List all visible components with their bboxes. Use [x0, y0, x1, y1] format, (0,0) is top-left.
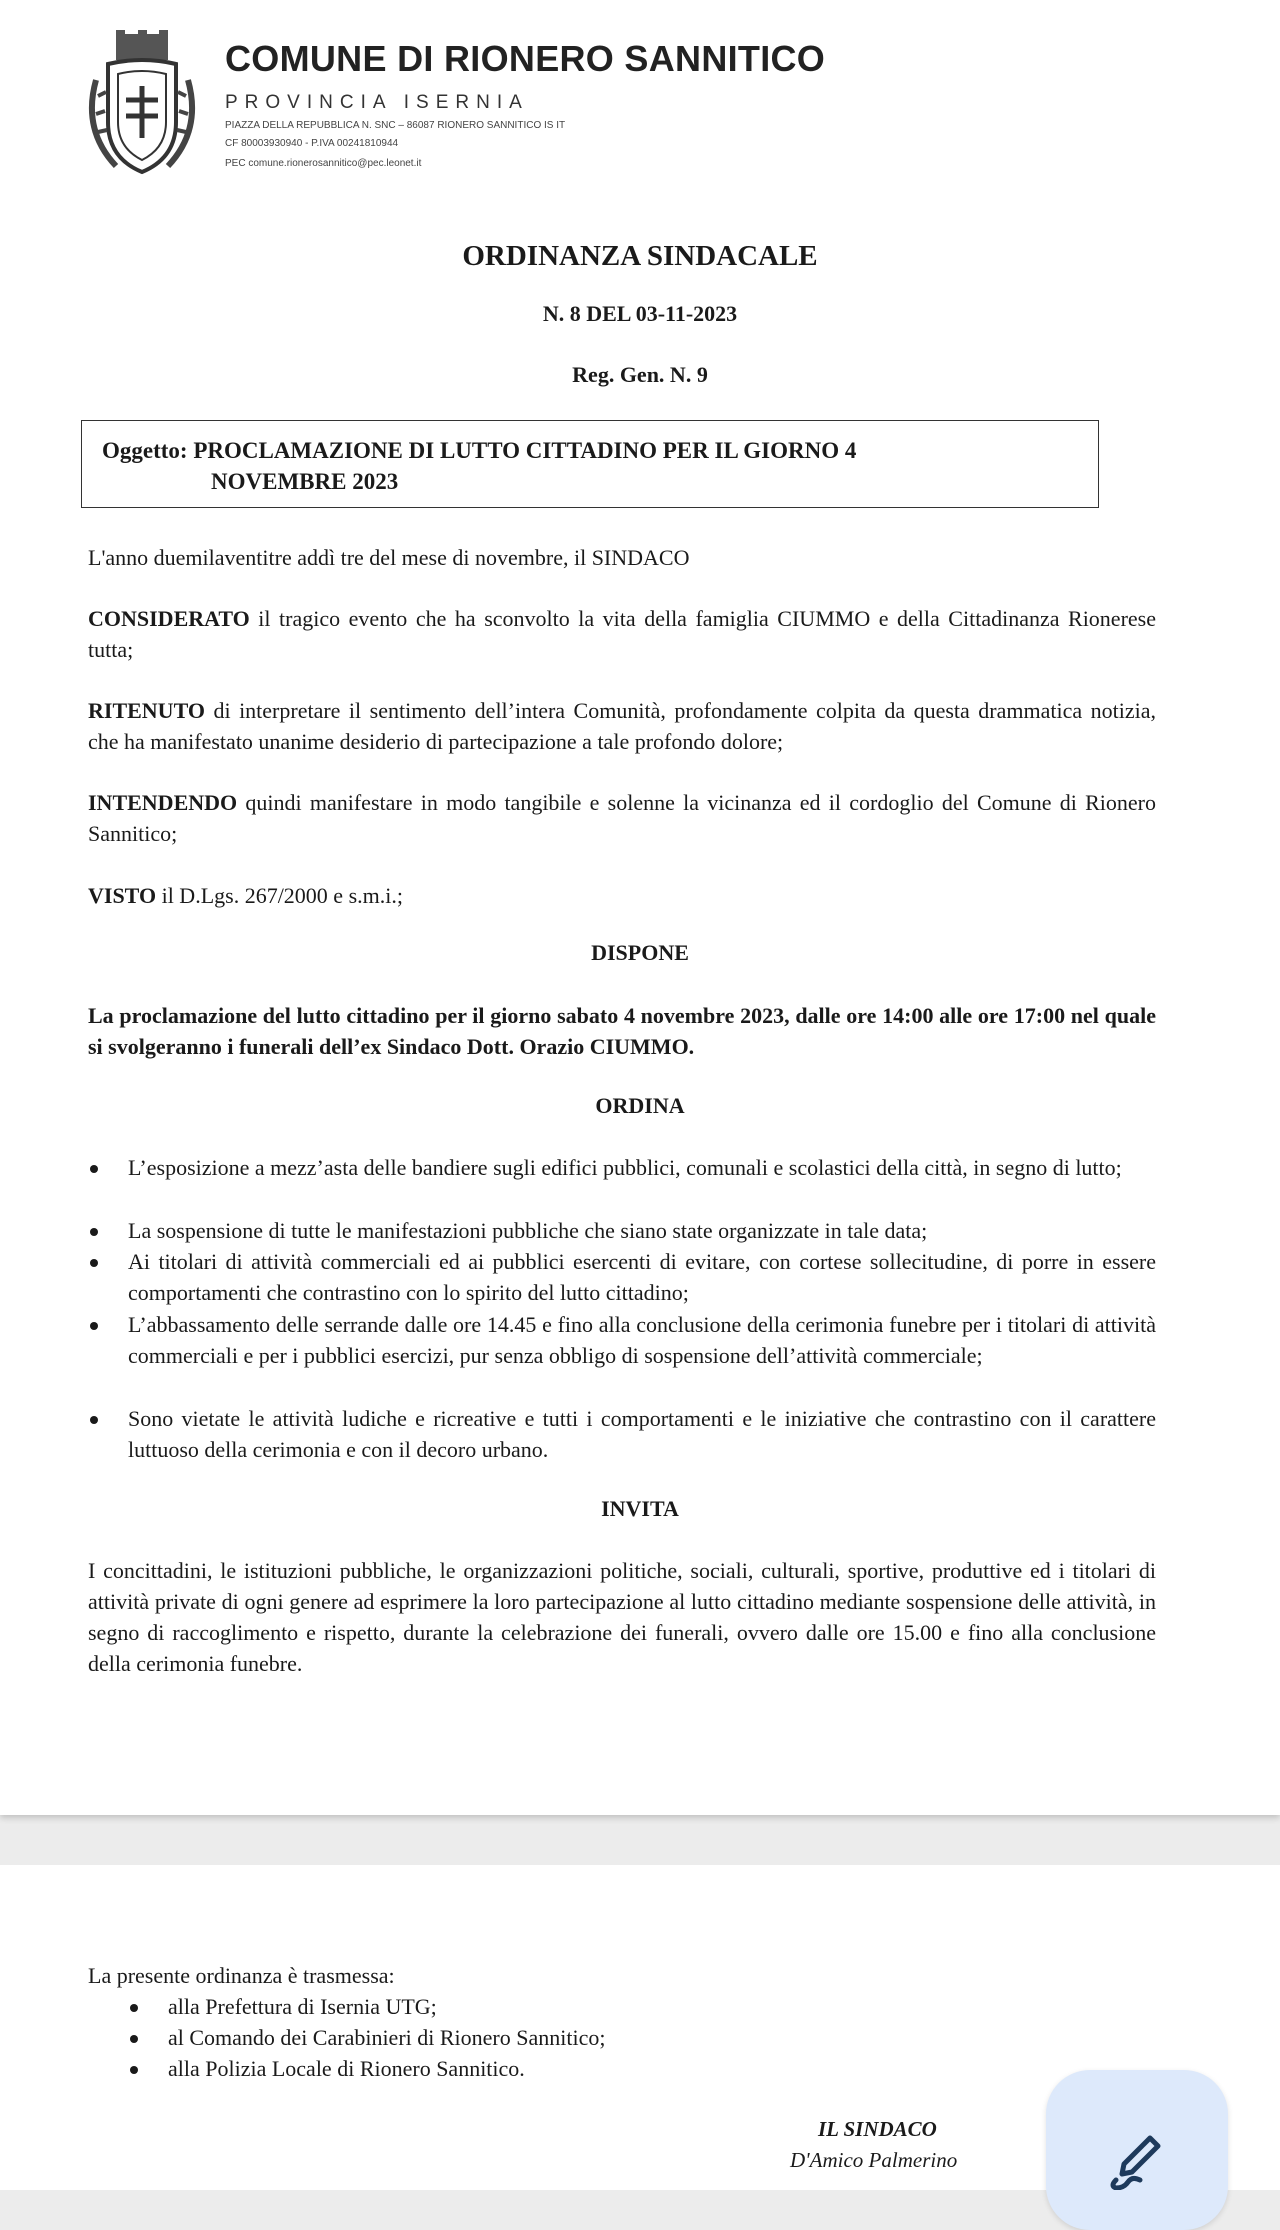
municipal-crest-icon — [88, 30, 196, 180]
pec-line: PEC comune.rionerosannitico@pec.leonet.it — [225, 158, 422, 169]
considerato-text: il tragico evento che ha sconvolto la vita della famiglia CIUMMO e della Cittadinanza Rionerese tutta; — [88, 606, 1156, 662]
municipality-name: COMUNE DI RIONERO SANNITICO — [225, 38, 826, 79]
intendendo-keyword: INTENDENDO — [88, 790, 238, 815]
invita-paragraph: I concittadini, le istituzioni pubbliche, le organizzazioni politiche, sociali, culturali, sportive, produttive ed i titolari di attività private di ogni genere ad esprimere la loro partecipazione al lutto cittadino mediante sospensione delle attività, in segno di raccoglimento e rispetto, durante la celebrazione dei funerali, ovvero dalle ore 15.00 e fino alla conclusione della cerimonia funebre. — [88, 1558, 1156, 1676]
ordina-item: L’esposizione a mezz’asta delle bandiere sugli edifici pubblici, comunali e scolastici della città, in segno di lutto; — [88, 1152, 1156, 1183]
intendendo-paragraph — [88, 787, 1156, 849]
register-number: Reg. Gen. N. 9 — [572, 362, 708, 387]
province-label: PROVINCIA ISERNIA — [225, 92, 529, 113]
address-line: PIAZZA DELLA REPUBBLICA N. SNC – 86087 RIONERO SANNITICO IS IT — [225, 120, 566, 131]
transmission-item: al Comando dei Carabinieri di Rionero Sannitico; — [128, 2022, 605, 2053]
edit-button[interactable] — [1046, 2070, 1228, 2230]
visto-text: il D.Lgs. 267/2000 e s.m.i.; — [156, 883, 403, 908]
visto-paragraph — [88, 880, 1156, 911]
ritenuto-paragraph — [88, 695, 1156, 757]
ordina-item: La sospensione di tutte le manifestazioni pubbliche che siano state organizzate in tale data; — [88, 1215, 1156, 1246]
ritenuto-text: di interpretare il sentimento dell’intera Comunità, profondamente colpita da questa drammatica notizia, che ha manifestato unanime desiderio di partecipazione a tale profondo dolore; — [88, 698, 1156, 754]
signature-title: IL SINDACO — [818, 2117, 937, 2141]
considerato-keyword: CONSIDERATO — [88, 606, 250, 631]
considerato-paragraph — [88, 603, 1156, 665]
document-title: ORDINANZA SINDACALE — [462, 240, 818, 272]
dispone-paragraph: La proclamazione del lutto cittadino per il giorno sabato 4 novembre 2023, dalle ore 14:00 alle ore 17:00 nel quale si svolgeranno i funerali dell’ex Sindaco Dott. Orazio CIUMMO. — [88, 1003, 1156, 1059]
intendendo-text: quindi manifestare in modo tangibile e solenne la vicinanza ed il cordoglio del Comune di Rionero Sannitico; — [88, 790, 1156, 846]
signature-name: D'Amico Palmerino — [790, 2148, 958, 2172]
subject-line-2: NOVEMBRE 2023 — [211, 469, 399, 494]
subject-line-1: Oggetto: PROCLAMAZIONE DI LUTTO CITTADINO PER IL GIORNO 4 — [102, 438, 857, 463]
fiscal-line: CF 80003930940 - P.IVA 00241810944 — [225, 138, 399, 149]
transmission-item: alla Polizia Locale di Rionero Sannitico. — [128, 2053, 525, 2084]
transmission-intro: La presente ordinanza è trasmessa: — [88, 1963, 395, 1988]
ordina-heading: ORDINA — [595, 1093, 685, 1118]
edit-pen-icon — [1106, 2130, 1166, 2190]
ordina-item: Ai titolari di attività commerciali ed ai pubblici esercenti di evitare, con cortese sollecitudine, di porre in essere comportamenti che contrastino con lo spirito del lutto cittadino; — [88, 1246, 1156, 1308]
ritenuto-keyword: RITENUTO — [88, 698, 205, 723]
ordina-item: Sono vietate le attività ludiche e ricreative e tutti i comportamenti e le iniziative che contrastino con il carattere luttuoso della cerimonia e con il decoro urbano. — [88, 1403, 1156, 1465]
ordina-item: L’abbassamento delle serrande dalle ore 14.45 e fino alla conclusione della cerimonia funebre per i titolari di attività commerciali e per i pubblici esercizi, pur senza obbligo di sospensione dell’attività commerciale; — [88, 1309, 1156, 1371]
visto-keyword: VISTO — [88, 883, 157, 908]
dispone-heading: DISPONE — [591, 940, 689, 965]
invita-heading: INVITA — [601, 1496, 679, 1521]
transmission-item: alla Prefettura di Isernia UTG; — [128, 1991, 437, 2022]
intro-paragraph: L'anno duemilaventitre addì tre del mese di novembre, il SINDACO — [88, 545, 690, 570]
ordinance-number: N. 8 DEL 03-11-2023 — [542, 301, 738, 326]
